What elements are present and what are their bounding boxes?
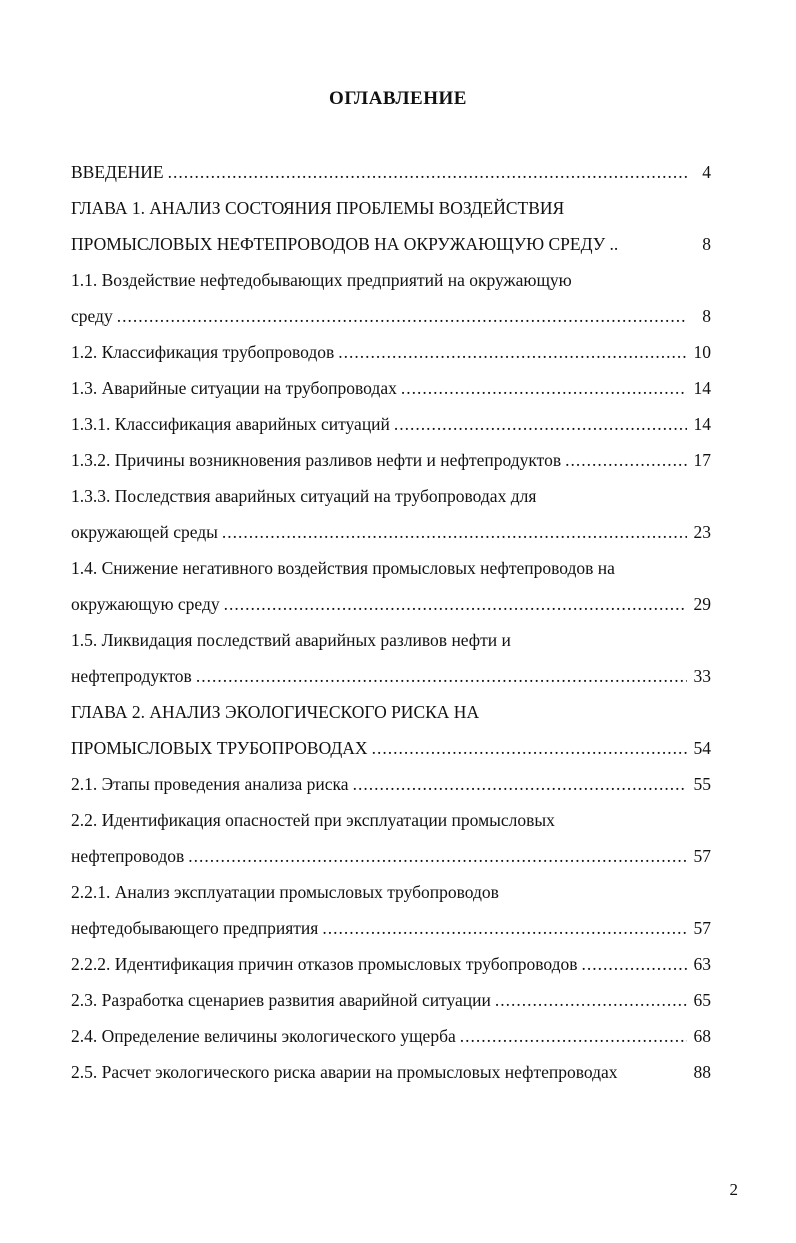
toc-title: ОГЛАВЛЕНИЕ (329, 88, 467, 109)
toc-entry-page: 57 (693, 846, 711, 866)
toc-entry-1-3-3-line-2 (71, 517, 711, 553)
toc-entry-page: 55 (693, 774, 711, 794)
toc-entry-2-2-2 (71, 949, 711, 985)
toc-entry-text: 2.4. Определение величины экологического ущерба (71, 1026, 456, 1046)
toc-entry-2-2-1-line-1 (71, 877, 711, 913)
toc-leader-dots (218, 517, 687, 547)
toc-entry-chapter-1-line-2 (71, 229, 711, 265)
toc-entry-page: 8 (702, 306, 711, 326)
toc-entry-page: 68 (693, 1026, 711, 1046)
toc-entry-text: 1.2. Классификация трубопроводов (71, 342, 335, 362)
toc-entry-page: 17 (693, 450, 711, 470)
toc-entry-2-2-line-2 (71, 841, 711, 877)
toc-entry-page: 65 (693, 990, 711, 1010)
toc-leader-dots (192, 661, 687, 691)
toc-leader-dots (397, 373, 687, 403)
toc-entry-text: 1.3. Аварийные ситуации на трубопроводах (71, 378, 397, 398)
toc-entry-1-3 (71, 373, 711, 409)
toc-entry-page: 29 (693, 594, 711, 614)
toc-entry-1-5-line-1 (71, 625, 711, 661)
toc-entry-chapter-2-line-1 (71, 697, 711, 733)
toc-entry-text: окружающую среду (71, 594, 220, 614)
toc-entry-page: 54 (693, 738, 711, 758)
toc-entry-page: 88 (693, 1062, 711, 1082)
toc-leader-dots (164, 157, 687, 187)
toc-entry-2-2-1-line-2 (71, 913, 711, 949)
toc-entry-text: нефтедобывающего предприятия (71, 918, 319, 938)
toc-entry-introduction (71, 157, 711, 193)
toc-list (71, 157, 711, 1093)
toc-leader-dots (318, 913, 687, 943)
toc-entry-page: 8 (702, 234, 711, 254)
toc-leader-dots (368, 733, 687, 763)
toc-entry-2-3 (71, 985, 711, 1021)
toc-entry-text: 1.3.3. Последствия аварийных ситуаций на трубопроводах для (71, 486, 537, 506)
toc-entry-1-3-2 (71, 445, 711, 481)
toc-leader-dots (456, 1021, 687, 1051)
toc-entry-chapter-2-line-2 (71, 733, 711, 769)
toc-leader-dots (184, 841, 687, 871)
toc-entry-1-1-line-1 (71, 265, 711, 301)
toc-entry-2-2-line-1 (71, 805, 711, 841)
page-number: 2 (729, 1180, 738, 1199)
toc-entry-page: 63 (693, 954, 711, 974)
toc-entry-page: 14 (693, 414, 711, 434)
toc-entry-text: 1.4. Снижение негативного воздействия промысловых нефтепроводов на (71, 558, 615, 578)
toc-entry-1-2 (71, 337, 711, 373)
toc-entry-text: окружающей среды (71, 522, 218, 542)
toc-entry-text: 1.5. Ликвидация последствий аварийных разливов нефти и (71, 630, 511, 650)
toc-entry-page: 10 (693, 342, 711, 362)
toc-entry-text: 2.2.1. Анализ эксплуатации промысловых трубопроводов (71, 882, 499, 902)
toc-leader-dots (113, 301, 687, 331)
toc-entry-text: ПРОМЫСЛОВЫХ НЕФТЕПРОВОДОВ НА ОКРУЖАЮЩУЮ СРЕДУ .. (71, 234, 619, 254)
toc-entry-text: ПРОМЫСЛОВЫХ ТРУБОПРОВОДАХ (71, 738, 368, 758)
toc-entry-1-4-line-2 (71, 589, 711, 625)
toc-leader-dots (334, 337, 687, 367)
toc-entry-1-4-line-1 (71, 553, 711, 589)
toc-entry-page: 4 (702, 162, 711, 182)
toc-entry-text: среду (71, 306, 113, 326)
toc-entry-text: 1.3.1. Классификация аварийных ситуаций (71, 414, 390, 434)
toc-entry-chapter-1-line-1 (71, 193, 711, 229)
toc-entry-2-5 (71, 1057, 711, 1093)
toc-entry-text: ВВЕДЕНИЕ (71, 162, 164, 182)
toc-entry-text: 2.2. Идентификация опасностей при эксплуатации промысловых (71, 810, 555, 830)
toc-entry-text: нефтепроводов (71, 846, 185, 866)
toc-entry-text: 2.1. Этапы проведения анализа риска (71, 774, 349, 794)
toc-entry-text: 1.3.2. Причины возникновения разливов нефти и нефтепродуктов (71, 450, 562, 470)
toc-leader-dots (561, 445, 687, 475)
toc-entry-text: 2.2.2. Идентификация причин отказов промысловых трубопроводов (71, 954, 578, 974)
toc-leader-dots (578, 949, 687, 979)
toc-leader-dots (349, 769, 687, 799)
toc-entry-page: 57 (693, 918, 711, 938)
toc-entry-2-1 (71, 769, 711, 805)
toc-entry-1-1-line-2 (71, 301, 711, 337)
toc-entry-1-5-line-2 (71, 661, 711, 697)
toc-leader-dots (491, 985, 687, 1015)
toc-entry-2-4 (71, 1021, 711, 1057)
toc-leader-dots (390, 409, 687, 439)
toc-entry-page: 33 (693, 666, 711, 686)
toc-entry-text: ГЛАВА 2. АНАЛИЗ ЭКОЛОГИЧЕСКОГО РИСКА НА (71, 702, 480, 722)
toc-entry-page: 23 (693, 522, 711, 542)
toc-leader-dots (220, 589, 687, 619)
toc-entry-text: 2.5. Расчет экологического риска аварии на промысловых нефтепроводах (71, 1062, 618, 1082)
toc-entry-1-3-1 (71, 409, 711, 445)
toc-entry-page: 14 (693, 378, 711, 398)
toc-entry-text: нефтепродуктов (71, 666, 192, 686)
toc-entry-1-3-3-line-1 (71, 481, 711, 517)
toc-entry-text: 2.3. Разработка сценариев развития аварийной ситуации (71, 990, 491, 1010)
toc-entry-text: ГЛАВА 1. АНАЛИЗ СОСТОЯНИЯ ПРОБЛЕМЫ ВОЗДЕЙСТВИЯ (71, 198, 565, 218)
toc-entry-text: 1.1. Воздействие нефтедобывающих предприятий на окружающую (71, 270, 572, 290)
